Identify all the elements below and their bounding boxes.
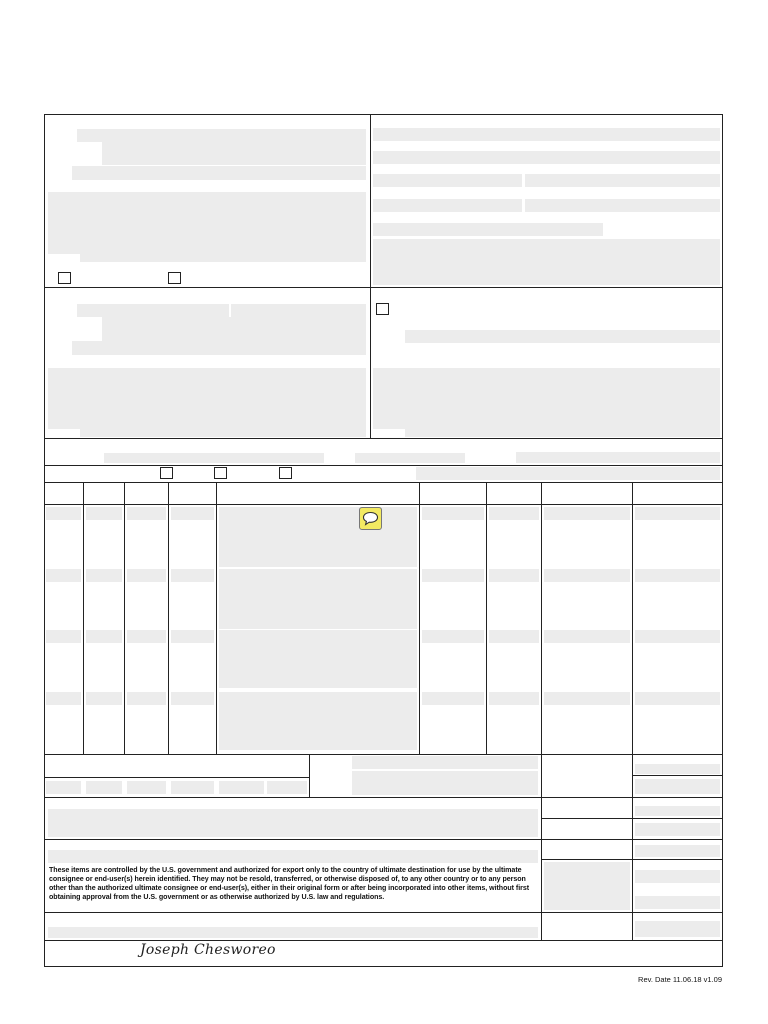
export-control-notice: These items are controlled by the U.S. government and authorized for export only to the country of ultimate destination for use by the ultimate consignee or end-user(s) herein identified. They may not be resold, transferred, or otherwise disposed of, to any other country or to any person other than the authorized ultimate consignee or end-user(s), either in their original form or after being incorporated into other items, without first obtaining approval from the U.S. government or as otherwise authorized by U.S. law and regulations. (49, 866, 530, 902)
insurance-value[interactable] (635, 806, 720, 816)
consignee-field-1a[interactable] (77, 304, 229, 317)
notify-address-field[interactable] (373, 368, 720, 429)
invoice-field-3a[interactable] (373, 174, 522, 187)
total-units[interactable] (86, 781, 122, 794)
item-2-qty[interactable] (46, 569, 81, 582)
terms-field[interactable] (416, 467, 720, 480)
notify-field-1[interactable] (405, 330, 720, 343)
item-1-description[interactable] (219, 507, 417, 567)
item-2-eccn[interactable] (489, 569, 539, 582)
item-1-hs[interactable] (171, 507, 214, 520)
signer-name-field[interactable] (48, 927, 538, 938)
shipper-field-3[interactable] (72, 166, 366, 180)
item-3-qty[interactable] (46, 630, 81, 643)
section-divider (44, 839, 723, 840)
total-field-1[interactable] (352, 756, 538, 769)
item-4-total-value[interactable] (635, 692, 720, 705)
comments-field[interactable] (48, 809, 538, 837)
total-weight-3[interactable] (219, 781, 264, 794)
invoice-field-3b[interactable] (525, 174, 720, 187)
shipper-checkbox-2[interactable] (168, 272, 181, 284)
invoice-field-2[interactable] (373, 151, 720, 164)
item-1-origin[interactable] (422, 507, 484, 520)
totals-col-line (309, 754, 310, 797)
items-col-line (632, 482, 633, 940)
invoice-field-6[interactable] (373, 239, 720, 285)
total-weight-2[interactable] (171, 781, 214, 794)
invoice-field-1[interactable] (373, 128, 720, 141)
item-2-description[interactable] (219, 569, 417, 629)
terms-checkbox-1[interactable] (160, 467, 173, 479)
shipper-address-field[interactable] (48, 192, 366, 254)
item-4-description[interactable] (219, 692, 417, 750)
other-value[interactable] (635, 823, 720, 836)
item-1-unit-value[interactable] (544, 507, 630, 520)
subtotal-value[interactable] (635, 764, 720, 774)
item-1-unit[interactable] (86, 507, 122, 520)
consignee-address-field-2[interactable] (80, 429, 366, 437)
item-1-weight[interactable] (127, 507, 166, 520)
item-3-unit-value[interactable] (544, 630, 630, 643)
item-3-description[interactable] (219, 630, 417, 688)
item-3-origin[interactable] (422, 630, 484, 643)
section-divider (44, 438, 723, 439)
item-3-hs[interactable] (171, 630, 214, 643)
item-4-weight[interactable] (127, 692, 166, 705)
item-4-eccn[interactable] (489, 692, 539, 705)
totals-divider (44, 754, 723, 755)
notify-checkbox[interactable] (376, 303, 389, 315)
items-header-divider (44, 504, 723, 505)
invoice-field-4a[interactable] (373, 199, 522, 212)
shipper-checkbox-1[interactable] (58, 272, 71, 284)
section-divider (44, 940, 723, 941)
total-weight-4[interactable] (267, 781, 307, 794)
item-1-qty[interactable] (46, 507, 81, 520)
shipper-field-2[interactable] (102, 142, 366, 165)
revision-date: Rev. Date 11.06.18 v1.09 (638, 975, 722, 984)
section-divider (44, 287, 723, 288)
total-packages[interactable] (46, 781, 81, 794)
section-divider (44, 912, 723, 913)
item-2-unit-value[interactable] (544, 569, 630, 582)
item-4-unit[interactable] (86, 692, 122, 705)
consignee-address-field[interactable] (48, 368, 366, 429)
item-3-unit[interactable] (86, 630, 122, 643)
items-col-line (83, 482, 84, 754)
item-2-hs[interactable] (171, 569, 214, 582)
totals-divider (541, 818, 723, 819)
item-2-total-value[interactable] (635, 569, 720, 582)
total-invoice-value[interactable] (635, 845, 720, 857)
item-4-hs[interactable] (171, 692, 214, 705)
totals-divider (44, 797, 723, 798)
items-col-line (124, 482, 125, 754)
item-4-qty[interactable] (46, 692, 81, 705)
payment-field-1[interactable] (635, 870, 720, 883)
shipper-address-field-2[interactable] (80, 254, 366, 262)
shipping-field-2[interactable] (355, 453, 465, 463)
items-col-line (168, 482, 169, 754)
item-2-origin[interactable] (422, 569, 484, 582)
item-1-total-value[interactable] (635, 507, 720, 520)
total-field-2[interactable] (352, 771, 538, 795)
shipper-field-1[interactable] (77, 129, 366, 142)
invoice-field-5[interactable] (373, 223, 603, 236)
section-divider (44, 482, 723, 483)
total-weight-1[interactable] (127, 781, 166, 794)
consignee-field-2[interactable] (102, 317, 366, 341)
shipping-field-1[interactable] (104, 453, 324, 463)
item-4-unit-value[interactable] (544, 692, 630, 705)
totals-divider (44, 777, 309, 778)
totals-divider (541, 859, 723, 860)
speech-bubble-icon[interactable] (359, 507, 382, 530)
item-3-eccn[interactable] (489, 630, 539, 643)
item-4-origin[interactable] (422, 692, 484, 705)
shipping-field-3[interactable] (516, 452, 720, 463)
invoice-field-4b[interactable] (525, 199, 720, 212)
item-1-eccn[interactable] (489, 507, 539, 520)
items-col-line (541, 482, 542, 940)
notify-address-field-2[interactable] (405, 429, 720, 437)
top-divider (370, 114, 371, 439)
item-2-weight[interactable] (127, 569, 166, 582)
consignee-field-3[interactable] (72, 341, 366, 355)
terms-checkbox-2[interactable] (214, 467, 227, 479)
terms-checkbox-3[interactable] (279, 467, 292, 479)
item-3-total-value[interactable] (635, 630, 720, 643)
section-divider (44, 465, 723, 466)
items-col-line (419, 482, 420, 754)
items-col-line (486, 482, 487, 754)
items-col-line (216, 482, 217, 754)
consignee-field-1b[interactable] (231, 304, 366, 317)
totals-divider (632, 775, 723, 776)
item-3-weight[interactable] (127, 630, 166, 643)
payment-field-2[interactable] (635, 896, 720, 909)
date-field[interactable] (635, 921, 720, 937)
declaration-field[interactable] (48, 850, 538, 863)
currency-field[interactable] (544, 862, 630, 910)
signature: Joseph Chesworeo (140, 942, 276, 958)
freight-value[interactable] (635, 779, 720, 794)
item-2-unit[interactable] (86, 569, 122, 582)
